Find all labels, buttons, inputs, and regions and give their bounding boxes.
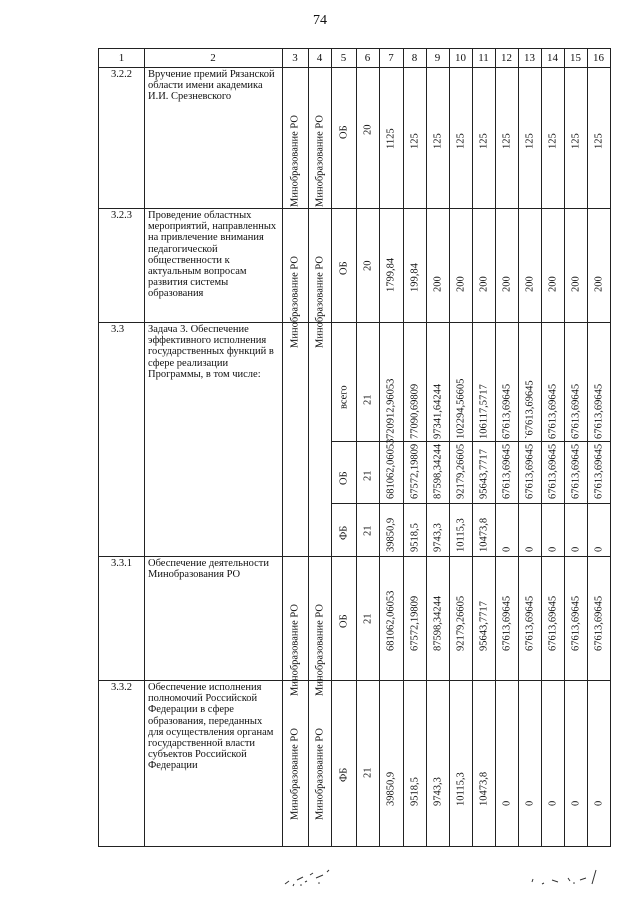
code-value-text: 21	[362, 613, 373, 624]
col-divider	[449, 49, 450, 846]
code-value-text: 21	[362, 525, 373, 536]
year-value-text: 681062,06053	[385, 590, 397, 651]
year-value-text: 1125	[385, 128, 397, 149]
row-divider-3-3-2	[99, 680, 610, 681]
year-value-text: 0	[593, 546, 604, 552]
year-value-text: 200	[501, 276, 512, 292]
row-name: Вручение премий Рязанской области имени академика И.И. Срезневского	[148, 69, 275, 103]
year-value-text: 67613,69645	[524, 595, 535, 651]
year-value-text: 720912,96053	[385, 378, 397, 439]
year-value-text: 39850,9	[385, 771, 397, 806]
year-value-text: 200	[478, 276, 489, 292]
col-header: 14	[547, 52, 558, 64]
year-value-text: 10473,8	[478, 517, 489, 552]
col-header: 11	[478, 52, 489, 64]
year-value-text: 200	[432, 276, 443, 292]
year-value-text: 125	[547, 133, 558, 149]
year-value-text: 125	[501, 133, 512, 149]
funding-source-text: ФБ	[338, 525, 349, 540]
row-code: 3.3	[111, 324, 125, 335]
col-header: 1	[118, 52, 125, 64]
col-header: 12	[501, 52, 512, 64]
year-value-text: 1799,84	[385, 257, 397, 292]
year-value-text: 199,84	[409, 263, 420, 292]
col-header: 8	[411, 52, 418, 64]
row-name: Обеспечение деятельности Минобразования РО	[148, 558, 269, 581]
header-divider	[99, 67, 610, 68]
year-value-text: 67572,19809	[409, 595, 420, 651]
executor-text: Минобразование РО	[289, 256, 301, 348]
year-value-text: 92179,26605	[455, 595, 466, 651]
funding-source-text: ФБ	[338, 767, 349, 782]
row-divider-3-3	[99, 322, 610, 323]
year-value-text: 95643,7717	[478, 601, 489, 651]
year-value-text: 39850,9	[385, 517, 397, 552]
col-divider	[308, 49, 309, 846]
year-value-text: 0	[524, 800, 535, 806]
col-divider	[356, 49, 357, 846]
col-divider	[379, 49, 380, 846]
year-value-text: 0	[570, 800, 581, 806]
code-value-text: 21	[362, 470, 373, 481]
year-value-text: 87598,34244	[432, 595, 443, 651]
year-value-text: 67613,69645	[547, 443, 558, 499]
col-header: 2	[210, 52, 216, 64]
row-name: Проведение областных мероприятий, направленных на привлечение внимания педагогической общественности к актуальным вопросам развития системы образования	[148, 210, 277, 300]
funding-source-text: всего	[338, 385, 349, 409]
col-header: 3	[292, 52, 298, 64]
col-divider	[144, 49, 145, 846]
year-value-text: 67613,69645	[570, 595, 581, 651]
row-code: 3.3.2	[111, 682, 132, 693]
row-divider-3-2-3	[99, 208, 610, 209]
year-value-text: 67613,69645	[501, 443, 512, 499]
row-divider-3-3-1	[99, 556, 610, 557]
year-value-text: 200	[524, 276, 535, 292]
year-value-text: 125	[570, 133, 581, 149]
year-value-text: 200	[455, 276, 466, 292]
year-value-text: 681062,06053	[385, 438, 397, 499]
year-value-text: 125	[432, 133, 443, 149]
year-value-text: 200	[570, 276, 581, 292]
funding-source-text: ОБ	[338, 261, 349, 275]
year-value-text: 0	[570, 546, 581, 552]
year-value-text: 9743,3	[432, 523, 443, 552]
col-header: 15	[570, 52, 581, 64]
col-header: 13	[524, 52, 535, 64]
coordinator-text: Минобразование РО	[314, 256, 325, 348]
year-value-text: 87598,34244	[432, 443, 443, 499]
year-value-text: 67613,69645	[570, 383, 581, 439]
year-value-text: 125	[455, 133, 466, 149]
year-value-text: 67613,69645	[524, 443, 535, 499]
year-value-text: 67613,69645	[593, 595, 604, 651]
year-value-text: 106117,5717	[478, 384, 489, 439]
year-value-text: 0	[501, 800, 512, 806]
sub-row-divider	[331, 503, 610, 504]
year-value-text: 10115,3	[455, 518, 466, 552]
col-header: 7	[388, 52, 394, 64]
year-value-text: 67613,69645	[501, 383, 512, 439]
row-code: 3.2.3	[111, 210, 132, 221]
year-value-text: 92179,26605	[455, 443, 466, 499]
executor-text: Минобразование РО	[289, 728, 301, 820]
coordinator-text: Минобразование РО	[314, 604, 325, 696]
year-value-text: 9518,5	[409, 777, 420, 806]
year-value-text: 125	[409, 133, 420, 149]
signature-mark-right	[528, 866, 610, 892]
year-value-text: 67572,19809	[409, 443, 420, 499]
year-value-text: 0	[501, 546, 512, 552]
col-header: 5	[340, 52, 347, 64]
year-value-text: 67613,69645	[570, 443, 581, 499]
sub-row-divider	[331, 441, 610, 442]
year-value-text: 0	[547, 800, 558, 806]
col-divider	[564, 49, 565, 846]
col-divider	[403, 49, 404, 846]
year-value-text: 9518,5	[409, 523, 420, 552]
col-divider	[541, 49, 542, 846]
year-value-text: 0	[524, 546, 535, 552]
row-name: Задача 3. Обеспечение эффективного исполнения государственных функций в сфере реализации Программы, в том числе:	[148, 324, 274, 380]
row-code: 3.2.2	[111, 69, 132, 80]
code-value-text: 20	[362, 260, 373, 271]
year-value-text: 67613,69645	[547, 595, 558, 651]
col-divider	[587, 49, 588, 846]
col-header: 10	[455, 52, 466, 64]
year-value-text: 200	[593, 276, 604, 292]
year-value-text: 0	[547, 546, 558, 552]
year-value-text: 10473,8	[478, 771, 489, 806]
code-value-text: 20	[362, 124, 373, 135]
year-value-text: `67613,69645	[524, 380, 535, 439]
code-value-text: 21	[362, 394, 373, 405]
col-divider	[495, 49, 496, 846]
code-value-text: 21	[362, 767, 373, 778]
year-value-text: 67613,69645	[547, 383, 558, 439]
col-divider	[518, 49, 519, 846]
col-divider	[282, 49, 283, 846]
year-value-text: 125	[478, 133, 489, 149]
year-value-text: 125	[524, 133, 535, 149]
year-value-text: 125	[593, 133, 604, 149]
year-value-text: 67613,69645	[593, 443, 604, 499]
year-value-text: 10115,3	[455, 772, 466, 806]
year-value-text: 95643,7717	[478, 449, 489, 499]
col-header: 9	[434, 52, 441, 64]
col-header: 6	[364, 52, 371, 64]
year-value-text: 0	[593, 800, 604, 806]
year-value-text: 67613,69645	[593, 383, 604, 439]
year-value-text: 200	[547, 276, 558, 292]
funding-source-text: ОБ	[338, 614, 349, 628]
year-value-text: 97341,64244	[432, 383, 443, 439]
row-code: 3.3.1	[111, 558, 132, 569]
year-value-text: 67613,69645	[501, 595, 512, 651]
col-divider	[426, 49, 427, 846]
funding-source-text: ОБ	[338, 471, 349, 485]
executor-text: Минобразование РО	[289, 604, 301, 696]
budget-table	[98, 48, 611, 847]
funding-source-text: ОБ	[338, 125, 349, 139]
executor-text: Минобразование РО	[289, 115, 301, 207]
row-name: Обеспечение исполнения полномочий Российской Федерации в сфере образования, переданных для осуществления органам государственной власти субъектов Российской Федерации	[148, 682, 274, 772]
coordinator-text: Минобразование РО	[314, 115, 325, 207]
col-header: 4	[316, 52, 323, 64]
year-value-text: 9743,3	[432, 777, 443, 806]
col-header: 16	[593, 52, 604, 64]
col-divider	[472, 49, 473, 846]
year-value-text: 102294,56605	[455, 378, 466, 439]
coordinator-text: Минобразование РО	[314, 728, 325, 820]
year-value-text: 77090,69809	[409, 383, 420, 439]
signature-mark-left	[283, 866, 333, 892]
page-number: 74	[313, 13, 327, 28]
col-divider	[331, 49, 332, 846]
